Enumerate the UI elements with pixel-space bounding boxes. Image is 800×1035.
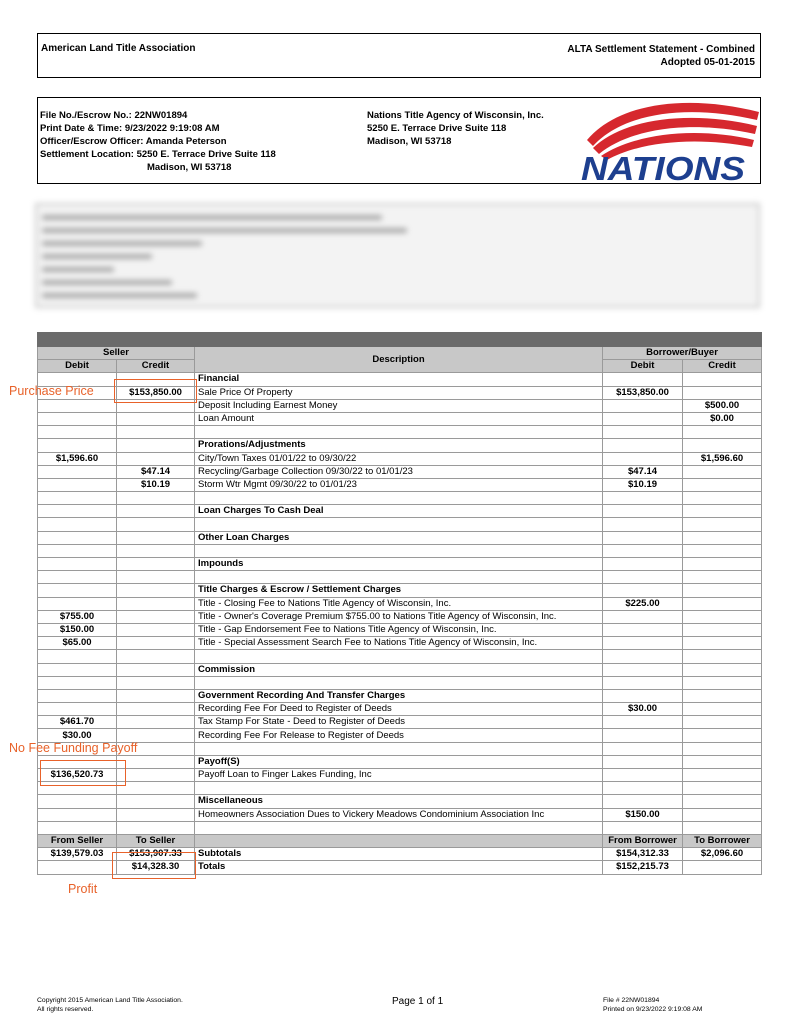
seller-credit-cell: $47.14 — [117, 465, 195, 478]
borrower-credit-cell: $500.00 — [683, 399, 762, 412]
borrower-debit-cell: $47.14 — [603, 465, 683, 478]
seller-credit-cell: $153,850.00 — [117, 386, 195, 399]
description-cell: Financial — [195, 373, 603, 386]
description-cell: Loan Charges To Cash Deal — [195, 505, 603, 518]
description-cell: Other Loan Charges — [195, 531, 603, 544]
description-cell — [195, 426, 603, 439]
borrower-credit-cell: $1,596.60 — [683, 452, 762, 465]
agency-details — [367, 109, 544, 148]
borrower-debit-cell — [603, 584, 683, 597]
table-row — [38, 703, 762, 716]
borrower-credit-cell — [683, 478, 762, 491]
borrower-credit-cell — [683, 821, 762, 834]
seller-credit-cell — [117, 716, 195, 729]
borrower-credit-cell — [683, 637, 762, 650]
file-number: File No./Escrow No.: 22NW01894 — [40, 110, 188, 121]
seller-credit-cell — [117, 584, 195, 597]
borrower-credit-cell — [683, 795, 762, 808]
table-row — [38, 716, 762, 729]
description-cell — [195, 492, 603, 505]
borrower-credit-cell — [683, 465, 762, 478]
borrower-debit-cell — [603, 637, 683, 650]
seller-debit-cell — [38, 584, 117, 597]
table-row — [38, 689, 762, 702]
annotation-box-profit — [112, 852, 196, 879]
seller-credit-cell — [117, 703, 195, 716]
nations-logo — [579, 100, 761, 182]
borrower-debit-cell — [603, 492, 683, 505]
borrower-credit-cell — [683, 544, 762, 557]
borrower-credit-cell — [683, 610, 762, 623]
table-group-header — [38, 347, 762, 360]
description-cell: Payoff(S) — [195, 755, 603, 768]
table-row — [38, 808, 762, 821]
seller-debit-cell — [38, 412, 117, 425]
borrower-debit-cell — [603, 729, 683, 742]
borrower-credit-cell — [683, 769, 762, 782]
seller-credit-cell — [117, 412, 195, 425]
table-row — [38, 755, 762, 768]
borrower-credit-cell — [683, 703, 762, 716]
borrower-debit-cell — [603, 689, 683, 702]
table-row — [38, 782, 762, 795]
table-top-bar — [38, 333, 762, 347]
seller-credit-cell — [117, 558, 195, 571]
seller-credit-cell — [117, 452, 195, 465]
table-row — [38, 426, 762, 439]
borrower-credit-cell — [683, 518, 762, 531]
redacted-line — [42, 241, 202, 246]
seller-credit-cell — [117, 808, 195, 821]
borrower-credit-cell — [683, 373, 762, 386]
redacted-line — [42, 293, 197, 298]
borrower-credit-cell — [683, 742, 762, 755]
description-cell — [195, 821, 603, 834]
table-row — [38, 769, 762, 782]
agency-city: Madison, WI 53718 — [367, 136, 452, 147]
seller-credit-cell — [117, 795, 195, 808]
seller-debit-cell — [38, 808, 117, 821]
description-cell: Title - Gap Endorsement Fee to Nations Title Agency of Wisconsin, Inc. — [195, 623, 603, 636]
table-row — [38, 505, 762, 518]
borrower-credit-cell — [683, 782, 762, 795]
seller-debit-cell: $1,596.60 — [38, 452, 117, 465]
description-cell — [195, 650, 603, 663]
annotation-box-payoff — [40, 760, 126, 786]
table-row — [38, 729, 762, 742]
totals-label: Totals — [195, 861, 603, 874]
subtotal-to-borrower: $2,096.60 — [683, 848, 762, 861]
seller-credit-cell — [117, 571, 195, 584]
association-name: American Land Title Association — [41, 43, 196, 54]
agency-address: 5250 E. Terrace Drive Suite 118 — [367, 123, 507, 134]
description-cell: Recycling/Garbage Collection 09/30/22 to 01/01/23 — [195, 465, 603, 478]
description-cell: Miscellaneous — [195, 795, 603, 808]
borrower-credit-cell — [683, 558, 762, 571]
seller-credit-cell — [117, 505, 195, 518]
description-cell: Government Recording And Transfer Charges — [195, 689, 603, 702]
borrower-credit-cell: $0.00 — [683, 412, 762, 425]
to-seller-header: To Seller — [117, 834, 195, 847]
description-cell: Title - Special Assessment Search Fee to Nations Title Agency of Wisconsin, Inc. — [195, 637, 603, 650]
borrower-debit-cell: $10.19 — [603, 478, 683, 491]
seller-credit-cell — [117, 650, 195, 663]
table-row — [38, 571, 762, 584]
statement-title-line1: ALTA Settlement Statement - Combined — [567, 44, 755, 55]
borrower-credit-cell — [683, 386, 762, 399]
description-cell: Deposit Including Earnest Money — [195, 399, 603, 412]
borrower-debit-cell — [603, 795, 683, 808]
description-cell: Loan Amount — [195, 412, 603, 425]
table-row — [38, 623, 762, 636]
seller-credit-cell — [117, 769, 195, 782]
seller-debit-cell — [38, 439, 117, 452]
borrower-credit-cell — [683, 439, 762, 452]
statement-header — [37, 33, 761, 78]
annotation-purchase-price: Purchase Price — [9, 384, 94, 398]
seller-credit-cell — [117, 518, 195, 531]
page-number: Page 1 of 1 — [392, 996, 444, 1007]
redacted-line — [42, 215, 382, 220]
settlement-table — [37, 332, 762, 875]
seller-credit-header: Credit — [117, 360, 195, 373]
seller-debit-cell: $65.00 — [38, 637, 117, 650]
statement-adopted-date: Adopted 05-01-2015 — [660, 57, 755, 68]
borrower-debit-cell — [603, 571, 683, 584]
seller-credit-cell — [117, 426, 195, 439]
description-cell — [195, 544, 603, 557]
statement-title — [567, 43, 755, 69]
table-row — [38, 518, 762, 531]
table-row — [38, 650, 762, 663]
table-row — [38, 465, 762, 478]
file-details — [40, 109, 276, 174]
settlement-city: Madison, WI 53718 — [147, 162, 232, 173]
description-cell — [195, 782, 603, 795]
borrower-debit-cell — [603, 782, 683, 795]
subtotal-from-seller: $139,579.03 — [38, 848, 117, 861]
description-cell: Storm Wtr Mgmt 09/30/22 to 01/01/23 — [195, 478, 603, 491]
seller-debit-cell — [38, 465, 117, 478]
description-cell: Payoff Loan to Finger Lakes Funding, Inc — [195, 769, 603, 782]
totals-header-row — [38, 834, 762, 847]
redacted-line — [42, 254, 152, 259]
from-seller-header: From Seller — [38, 834, 117, 847]
borrower-debit-cell — [603, 426, 683, 439]
table-row — [38, 531, 762, 544]
footer-file-info — [603, 996, 702, 1014]
table-row — [38, 584, 762, 597]
seller-debit-cell — [38, 492, 117, 505]
description-cell — [195, 676, 603, 689]
from-borrower-header: From Borrower — [603, 834, 683, 847]
description-cell: Title Charges & Escrow / Settlement Charges — [195, 584, 603, 597]
description-cell: Recording Fee For Deed to Register of Deeds — [195, 703, 603, 716]
description-cell: Title - Closing Fee to Nations Title Agency of Wisconsin, Inc. — [195, 597, 603, 610]
seller-credit-cell — [117, 637, 195, 650]
seller-debit-header: Debit — [38, 360, 117, 373]
rights-line: All rights reserved. — [37, 1006, 94, 1013]
borrower-debit-cell — [603, 769, 683, 782]
description-cell: Title - Owner's Coverage Premium $755.00 to Nations Title Agency of Wisconsin, Inc. — [195, 610, 603, 623]
borrower-debit-cell — [603, 676, 683, 689]
description-cell: Homeowners Association Dues to Vickery Meadows Condominium Association Inc — [195, 808, 603, 821]
borrower-debit-header: Debit — [603, 360, 683, 373]
subtotal-from-borrower: $154,312.33 — [603, 848, 683, 861]
table-row — [38, 821, 762, 834]
seller-credit-cell — [117, 610, 195, 623]
seller-credit-cell — [117, 755, 195, 768]
borrower-debit-cell — [603, 452, 683, 465]
seller-debit-cell — [38, 544, 117, 557]
borrower-credit-cell — [683, 808, 762, 821]
description-cell: Recording Fee For Release to Register of Deeds — [195, 729, 603, 742]
redacted-property-details — [35, 203, 760, 308]
table-row — [38, 439, 762, 452]
seller-debit-cell — [38, 689, 117, 702]
borrower-debit-cell — [603, 399, 683, 412]
description-cell: City/Town Taxes 01/01/22 to 09/30/22 — [195, 452, 603, 465]
borrower-debit-cell — [603, 663, 683, 676]
table-row — [38, 412, 762, 425]
seller-debit-cell: $136,520.73 — [38, 769, 117, 782]
to-borrower-header: To Borrower — [683, 834, 762, 847]
seller-credit-cell — [117, 492, 195, 505]
borrower-credit-cell — [683, 531, 762, 544]
seller-debit-cell — [38, 821, 117, 834]
seller-debit-cell: $461.70 — [38, 716, 117, 729]
table-row — [38, 742, 762, 755]
borrower-debit-cell — [603, 544, 683, 557]
redacted-line — [42, 280, 172, 285]
seller-debit-cell — [38, 703, 117, 716]
totals-header-blank — [195, 834, 603, 847]
borrower-credit-cell — [683, 492, 762, 505]
borrower-credit-cell — [683, 663, 762, 676]
description-cell: Sale Price Of Property — [195, 386, 603, 399]
borrower-debit-cell — [603, 716, 683, 729]
total-from-seller — [38, 861, 117, 874]
seller-credit-cell — [117, 531, 195, 544]
escrow-officer: Officer/Escrow Officer: Amanda Peterson — [40, 136, 227, 147]
borrower-debit-cell — [603, 650, 683, 663]
borrower-credit-cell — [683, 650, 762, 663]
borrower-credit-cell — [683, 676, 762, 689]
borrower-credit-cell — [683, 571, 762, 584]
table-row — [38, 597, 762, 610]
borrower-debit-cell: $153,850.00 — [603, 386, 683, 399]
table-row — [38, 795, 762, 808]
seller-credit-cell — [117, 689, 195, 702]
redacted-line — [42, 267, 114, 272]
borrower-credit-cell — [683, 597, 762, 610]
borrower-debit-cell — [603, 742, 683, 755]
table-row — [38, 492, 762, 505]
print-date: Print Date & Time: 9/23/2022 9:19:08 AM — [40, 123, 220, 134]
seller-debit-cell — [38, 558, 117, 571]
table-row — [38, 637, 762, 650]
seller-debit-cell — [38, 531, 117, 544]
seller-credit-cell — [117, 439, 195, 452]
borrower-debit-cell — [603, 518, 683, 531]
table-row — [38, 663, 762, 676]
table-body — [38, 373, 762, 835]
borrower-header: Borrower/Buyer — [603, 347, 762, 360]
seller-debit-cell — [38, 478, 117, 491]
seller-debit-cell — [38, 426, 117, 439]
seller-credit-cell — [117, 597, 195, 610]
borrower-debit-cell — [603, 412, 683, 425]
logo-wordmark: NATIONS — [581, 150, 745, 182]
copyright-line: Copyright 2015 American Land Title Association. — [37, 997, 183, 1004]
seller-credit-cell — [117, 544, 195, 557]
table-row — [38, 558, 762, 571]
borrower-credit-cell — [683, 584, 762, 597]
seller-debit-cell — [38, 676, 117, 689]
total-to-seller: $14,328.30 — [117, 861, 195, 874]
borrower-credit-cell — [683, 623, 762, 636]
description-cell: Tax Stamp For State - Deed to Register of Deeds — [195, 716, 603, 729]
description-cell — [195, 742, 603, 755]
subtotal-to-seller: $153,907.33 — [117, 848, 195, 861]
description-cell: Commission — [195, 663, 603, 676]
seller-debit-cell — [38, 399, 117, 412]
seller-debit-cell — [38, 650, 117, 663]
borrower-debit-cell: $225.00 — [603, 597, 683, 610]
seller-debit-cell — [38, 518, 117, 531]
footer-file-number: File # 22NW01894 — [603, 997, 660, 1004]
footer-printed-date: Printed on 9/23/2022 9:19:08 AM — [603, 1006, 703, 1013]
borrower-debit-cell — [603, 821, 683, 834]
table-row — [38, 676, 762, 689]
seller-credit-cell — [117, 676, 195, 689]
seller-credit-cell — [117, 821, 195, 834]
file-info-box — [37, 97, 761, 184]
borrower-credit-cell — [683, 426, 762, 439]
borrower-debit-cell: $150.00 — [603, 808, 683, 821]
settlement-location: Settlement Location: 5250 E. Terrace Drive Suite 118 — [40, 149, 276, 160]
redacted-line — [42, 228, 407, 233]
seller-debit-cell — [38, 505, 117, 518]
annotation-profit: Profit — [68, 882, 98, 896]
seller-debit-cell — [38, 663, 117, 676]
footer-copyright — [37, 996, 183, 1014]
seller-debit-cell — [38, 795, 117, 808]
description-cell — [195, 571, 603, 584]
seller-debit-cell — [38, 571, 117, 584]
borrower-credit-header: Credit — [683, 360, 762, 373]
borrower-credit-cell — [683, 755, 762, 768]
borrower-debit-cell — [603, 373, 683, 386]
total-from-borrower: $152,215.73 — [603, 861, 683, 874]
seller-header: Seller — [38, 347, 195, 360]
borrower-debit-cell — [603, 439, 683, 452]
table-row — [38, 610, 762, 623]
seller-credit-cell — [117, 623, 195, 636]
borrower-debit-cell — [603, 558, 683, 571]
annotation-box-purchase-price — [114, 379, 197, 403]
borrower-debit-cell — [603, 505, 683, 518]
seller-debit-cell: $30.00 — [38, 729, 117, 742]
borrower-credit-cell — [683, 689, 762, 702]
borrower-credit-cell — [683, 505, 762, 518]
borrower-debit-cell — [603, 610, 683, 623]
borrower-debit-cell: $30.00 — [603, 703, 683, 716]
description-cell: Prorations/Adjustments — [195, 439, 603, 452]
borrower-debit-cell — [603, 755, 683, 768]
seller-credit-cell — [117, 782, 195, 795]
description-cell: Impounds — [195, 558, 603, 571]
total-to-borrower — [683, 861, 762, 874]
seller-credit-cell: $10.19 — [117, 478, 195, 491]
seller-debit-cell — [38, 597, 117, 610]
table-row — [38, 544, 762, 557]
seller-debit-cell: $755.00 — [38, 610, 117, 623]
borrower-credit-cell — [683, 729, 762, 742]
seller-credit-cell — [117, 663, 195, 676]
table-row — [38, 478, 762, 491]
borrower-debit-cell — [603, 531, 683, 544]
subtotals-label: Subtotals — [195, 848, 603, 861]
table-row — [38, 452, 762, 465]
annotation-payoff: No Fee Funding Payoff — [9, 741, 138, 755]
agency-name: Nations Title Agency of Wisconsin, Inc. — [367, 110, 544, 121]
description-cell — [195, 518, 603, 531]
borrower-debit-cell — [603, 623, 683, 636]
description-header: Description — [195, 347, 603, 373]
borrower-credit-cell — [683, 716, 762, 729]
seller-debit-cell: $150.00 — [38, 623, 117, 636]
